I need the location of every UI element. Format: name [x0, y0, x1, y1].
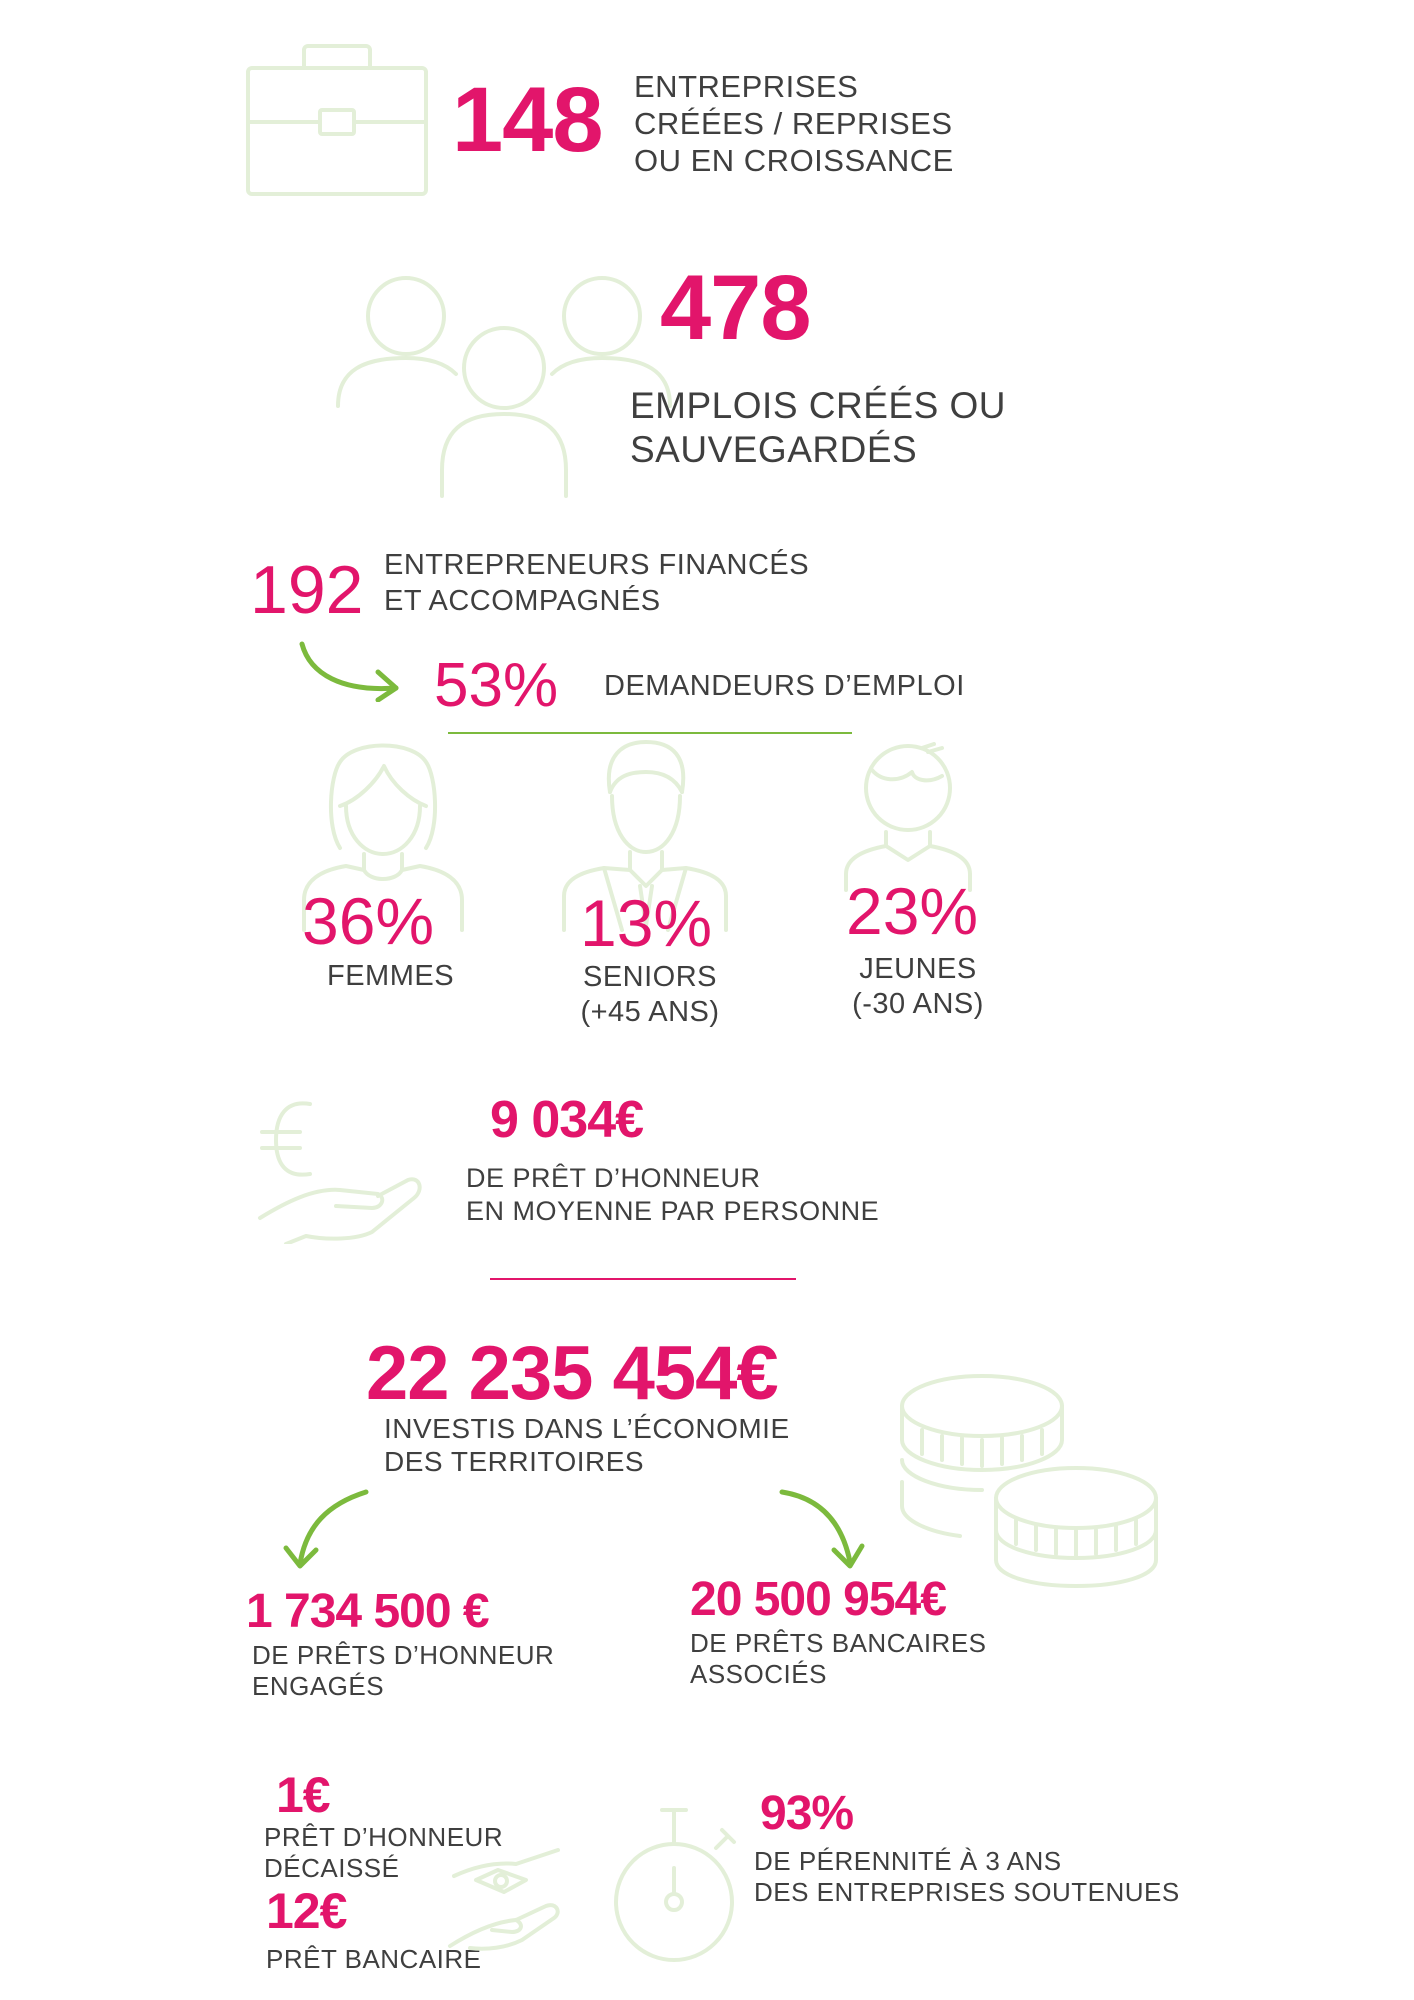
arrow-left-down-icon — [280, 1486, 372, 1577]
stat-leverage-value1: 1€ — [276, 1767, 330, 1823]
stat-youth-label-line1: JEUNES — [859, 953, 977, 985]
stat-invested-label-line2: DES TERRITOIRES — [384, 1446, 645, 1477]
stat-invested-value: 22 235 454€ — [366, 1331, 778, 1416]
stat-entrepreneurs-value: 192 — [250, 552, 364, 628]
stat-leverage-label1-line1: PRÊT D’HONNEUR — [264, 1822, 504, 1852]
stat-jobseekers-label: DEMANDEURS D’EMPLOI — [604, 670, 965, 702]
arrow-right-down-icon — [776, 1486, 868, 1577]
stat-honor-loans-value: 1 734 500 € — [246, 1585, 489, 1638]
divider-line-pink — [490, 1278, 796, 1280]
stat-leverage-value2: 12€ — [266, 1883, 347, 1939]
stat-seniors-value: 13% — [580, 886, 713, 960]
euro-hand-icon — [256, 1094, 422, 1244]
stat-loan-avg-label-line1: DE PRÊT D’HONNEUR — [466, 1163, 761, 1193]
stat-jobs-label-line1: EMPLOIS CRÉÉS OU — [630, 385, 1007, 426]
stat-bank-loans-label-line1: DE PRÊTS BANCAIRES — [690, 1628, 987, 1658]
stat-businesses-label — [634, 68, 954, 179]
stat-invested-label-line1: INVESTIS DANS L’ÉCONOMIE — [384, 1413, 790, 1444]
stat-loan-avg-label-line2: EN MOYENNE PAR PERSONNE — [466, 1196, 880, 1226]
stat-jobs-label-line2: SAUVEGARDÉS — [630, 429, 918, 470]
stat-youth-value: 23% — [846, 874, 979, 948]
stat-businesses-label-line1: ENTREPRISES — [634, 69, 859, 104]
stat-entrepreneurs-label — [384, 547, 809, 619]
curved-arrow-icon — [296, 640, 406, 707]
young-boy-icon — [842, 742, 974, 892]
stat-sustainability-value: 93% — [760, 1787, 854, 1840]
stat-seniors-label-line2: (+45 ANS) — [580, 996, 720, 1028]
stat-sustainability-label-line2: DES ENTREPRISES SOUTENUES — [754, 1877, 1180, 1907]
stat-honor-loans-label-line1: DE PRÊTS D’HONNEUR — [252, 1640, 555, 1670]
stat-businesses-label-line3: OU EN CROISSANCE — [634, 143, 954, 178]
stat-honor-loans-label-line2: ENGAGÉS — [252, 1671, 385, 1701]
stat-youth-label — [824, 952, 1012, 1022]
stat-leverage-label2: PRÊT BANCAIRE — [266, 1944, 482, 1974]
stat-bank-loans-value: 20 500 954€ — [690, 1573, 946, 1626]
stat-businesses-value: 148 — [452, 69, 603, 171]
stat-bank-loans-label — [690, 1628, 987, 1690]
stat-youth-label-line2: (-30 ANS) — [852, 988, 984, 1020]
stat-entrepreneurs-label-line2: ET ACCOMPAGNÉS — [384, 585, 661, 617]
divider-line-green — [448, 732, 852, 734]
coins-stack-icon — [898, 1370, 1160, 1590]
stat-honor-loans-label — [252, 1640, 554, 1702]
people-group-icon — [334, 274, 674, 500]
stat-women-label: FEMMES — [327, 960, 455, 992]
stat-jobs-label — [630, 384, 1006, 472]
money-hands-icon — [446, 1836, 566, 1952]
stat-sustainability-label — [754, 1846, 1180, 1908]
stat-sustainability-label-line1: DE PÉRENNITÉ À 3 ANS — [754, 1846, 1062, 1876]
stat-leverage-label1-line2: DÉCAISSÉ — [264, 1853, 400, 1883]
stat-loan-avg-value: 9 034€ — [490, 1091, 644, 1149]
briefcase-icon — [244, 42, 430, 198]
stat-businesses-label-line2: CRÉÉES / REPRISES — [634, 106, 953, 141]
stat-jobseekers-value: 53% — [434, 651, 559, 720]
stat-seniors-label — [556, 960, 744, 1030]
stat-women-value: 36% — [302, 884, 435, 958]
stat-bank-loans-label-line2: ASSOCIÉS — [690, 1659, 827, 1689]
stat-entrepreneurs-label-line1: ENTREPRENEURS FINANCÉS — [384, 549, 810, 581]
stopwatch-icon — [612, 1798, 744, 1966]
stat-jobs-value: 478 — [660, 257, 811, 359]
stat-loan-avg-label — [466, 1162, 879, 1228]
stat-seniors-label-line1: SENIORS — [582, 961, 718, 993]
stat-invested-label — [384, 1412, 790, 1478]
